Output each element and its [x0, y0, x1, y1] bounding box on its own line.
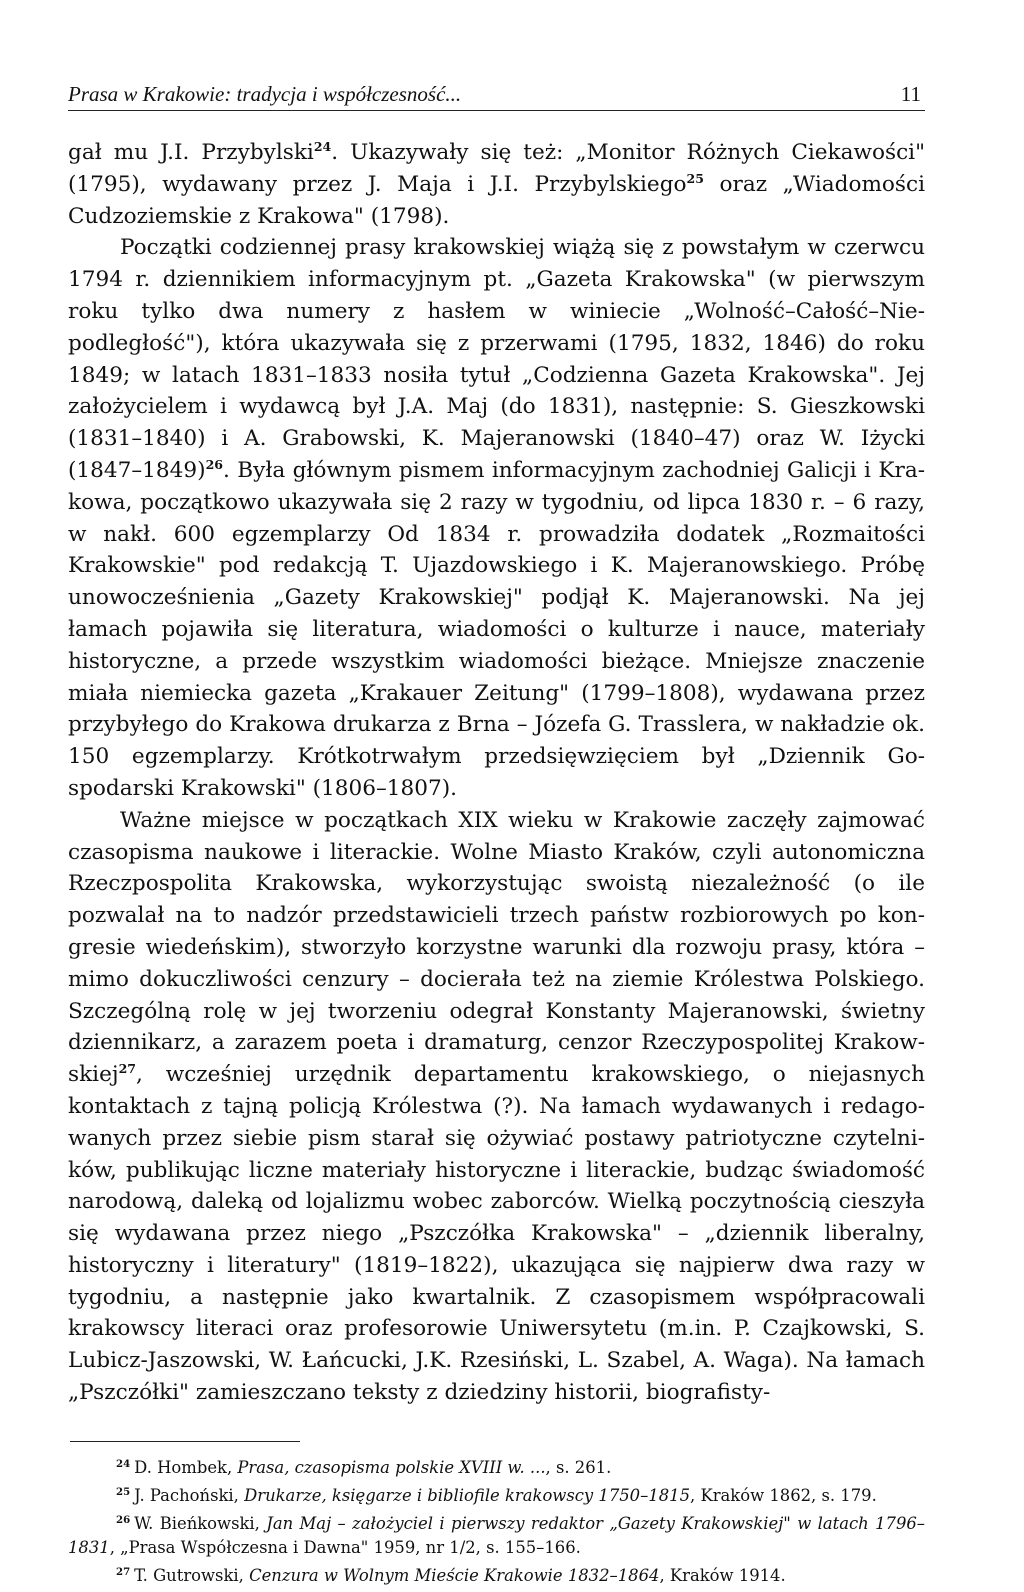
footnote-number: 26 [116, 1513, 131, 1526]
footnote-text: W. Bieńkowski, [134, 1513, 267, 1533]
footnote-text: , s. 261. [545, 1457, 612, 1477]
footnote [68, 1512, 925, 1560]
footnote-title: Prasa, czasopisma polskie XVIII w. ... [237, 1457, 546, 1477]
footnote-title: Cenzura w Wolnym Mieście Krakowie 1832–1864 [249, 1565, 660, 1585]
text-run: , wcześniej urzędnik departamentu krakowskiego, o niejasnych kontaktach z tajną policją Królestwa (?). Na łamach wydawanych i redagowanych przez siebie pism starał się ożywiać postawy patriotyczne czytelników, publikując liczne materiały historyczne i literackie, budząc świadomość narodową, daleką od lojalizmu wobec zaborców. Wielką poczytnością cieszyła się wydawana przez niego „Pszczółka Krakowska" – „dziennik liberalny, historyczny i literatury" (1819–1822), ukazująca się najpierw dwa razy w tygodniu, a następnie jako kwartalnik. Z czasopismem współpracowali krakowscy literaci oraz profesorowie Uniwersytetu (m.in. P. Czajkowski, S. Lubicz-Jaszowski, W. Łańcucki, J.K. Rzesiński, L. Szabel, A. Waga). Na łamach „Pszczółki" zamieszczano teksty z dziedziny historii, biografisty- [68, 1062, 925, 1406]
footnote-text: , Kraków 1914. [659, 1565, 786, 1585]
text-run: Ważne miejsce w początkach XIX wieku w Krakowie zaczęły zajmować czasopisma naukowe i literackie. Wolne Miasto Kraków, czyli autonomiczna Rzeczpospolita Krakowska, wykorzystując swoistą niezależność (o ile pozwalał na to nadzór przedstawicieli trzech państw rozbiorowych po kongresie wiedeńskim), stworzyło korzystne warunki dla rozwoju prasy, która – mimo dokuczliwości cenzury – docierała też na ziemie Królestwa Polskiego. Szczególną rolę w jej tworzeniu odegrał Konstanty Majeranowski, świetny dziennikarz, a zarazem poeta i dramaturg, cenzor Rzeczypospolitej Krakowskiej [68, 807, 925, 1088]
footnote-separator [70, 1441, 300, 1442]
text-run: . Była głównym pismem informacyjnym zachodniej Galicji i Krakowa, początkowo ukazywała się 2 razy w tygodniu, od lipca 1830 r. – 6 razy, w nakł. 600 egzemplarzy Od 1834 r. prowadziła dodatek „Rozmaitości Krakowskie" pod redakcją T. Ujazdowskiego i K. Majeranowskiego. Próbę unowocześnienia „Gazety Krakowskiej" podjął K. Majeranowski. Na jej łamach pojawiła się literatura, wiadomości o kulturze i nauce, materiały historyczne, a przede wszystkim wiadomości bieżące. Mniejsze znaczenie miała niemiecka gazeta „Krakauer Zeitung" (1799–1808), wydawana przez przybyłego do Krakowa drukarza z Brna – Józefa G. Trasslera, w nakładzie ok. 150 egzemplarzy. Krótkotrwałym przedsięwzięciem był „Dziennik Gospodarski Krakowski" (1806–1807). [68, 457, 925, 801]
footnote-ref-27: 27 [118, 1061, 136, 1077]
text-run: Początki codziennej prasy krakowskiej wiążą się z powstałym w czerwcu 1794 r. dziennikiem informacyjnym pt. „Gazeta Krakowska" (w pierwszym roku tylko dwa numery z hasłem w winiecie „Wolność–Całość–Niepodległość"), która ukazywała się z przerwami (1795, 1832, 1846) do roku 1849; w latach 1831–1833 nosiła tytuł „Codzienna Gazeta Krakowska". Jej założycielem i wydawcą był J.A. Maj (do 1831), następnie: S. Gieszkowski (1831–1840) i A. Grabowski, K. Majeranowski (1840–47) oraz W. Iżycki (1847–1849) [68, 235, 925, 483]
footnote-ref-26: 26 [205, 457, 223, 473]
footnote-ref-25: 25 [686, 171, 704, 187]
body-text [68, 137, 925, 1409]
footnote-text: , „Prasa Współczesna i Dawna" 1959, nr 1/2, s. 155–166. [109, 1537, 581, 1557]
page [68, 82, 925, 1592]
text-run: oraz „Wiadomości Cudzoziemskie z Krakowa" (1798). [68, 171, 925, 229]
footnote-text: , Kraków 1862, s. 179. [690, 1485, 877, 1505]
footnotes [68, 1456, 925, 1588]
footnote-text: J. Pachoński, [134, 1485, 245, 1505]
footnote-text: D. Hombek, [134, 1457, 238, 1477]
footnote-title: Jan Maj – założyciel i pierwszy redaktor „Gazety Krakowskiej" w latach 1796–1831 [68, 1513, 925, 1557]
running-head [68, 82, 925, 111]
paragraph-2 [68, 232, 925, 804]
footnote-ref-24: 24 [313, 139, 332, 155]
footnote [68, 1456, 925, 1480]
footnote-title: Drukarze, księgarze i bibliofile krakowscy 1750–1815 [244, 1485, 691, 1505]
footnote-number: 27 [116, 1565, 131, 1578]
footnote-number: 25 [116, 1485, 131, 1498]
text-run: . Ukazywały się też: „Monitor Różnych Ciekawości" (1795), wydawany przez J. Maja i J.I. Przybylskiego [68, 140, 926, 197]
running-head-title: Prasa w Krakowie: tradycja i współczesność... [68, 82, 462, 106]
paragraph-3 [68, 805, 925, 1409]
page-number: 11 [900, 82, 921, 106]
text-run: gał mu J.I. Przybylski [68, 140, 314, 165]
paragraph-1 [68, 137, 925, 232]
footnote-number: 24 [116, 1457, 131, 1470]
footnote [68, 1564, 925, 1588]
footnote [68, 1484, 925, 1508]
footnote-text: T. Gutrowski, [134, 1565, 250, 1585]
